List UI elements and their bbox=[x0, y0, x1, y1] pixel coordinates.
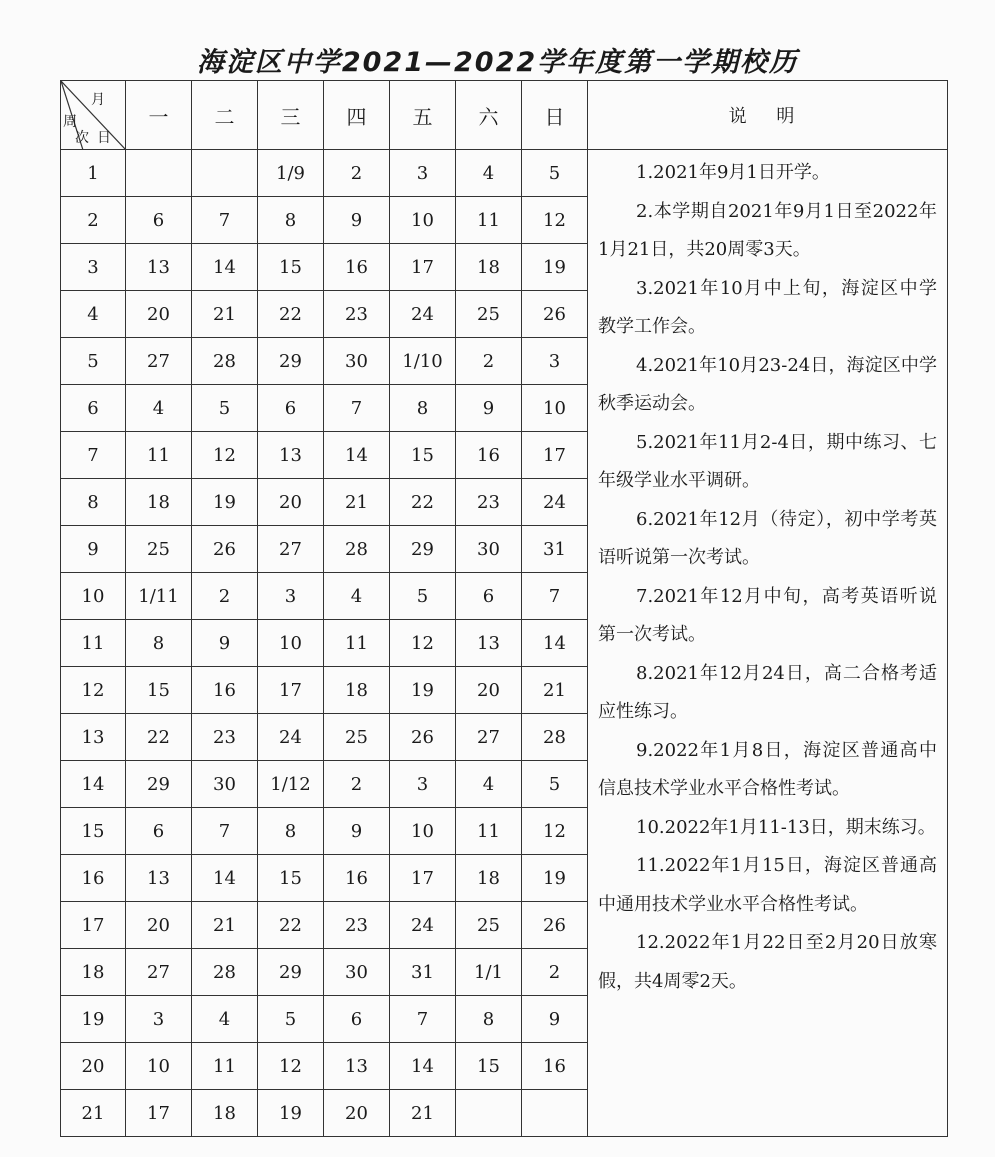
corner-month-label: 月 bbox=[91, 92, 105, 108]
date-cell: 23 bbox=[456, 479, 522, 526]
header-row bbox=[61, 81, 948, 150]
note-item: 10.2022年1月11-13日，期末练习。 bbox=[636, 816, 936, 838]
date-cell: 22 bbox=[258, 291, 324, 338]
date-cell: 11 bbox=[456, 197, 522, 244]
date-cell: 7 bbox=[192, 197, 258, 244]
date-cell: 14 bbox=[192, 855, 258, 902]
date-cell: 18 bbox=[456, 244, 522, 291]
date-cell: 2 bbox=[456, 338, 522, 385]
week-number-cell: 5 bbox=[61, 338, 126, 385]
page-title: 海淀区中学2021—2022学年度第一学期校历 bbox=[196, 47, 799, 78]
date-cell: 21 bbox=[522, 667, 588, 714]
date-cell: 7 bbox=[324, 385, 390, 432]
date-cell: 1/1 bbox=[456, 949, 522, 996]
week-number-cell: 16 bbox=[61, 855, 126, 902]
date-cell: 16 bbox=[456, 432, 522, 479]
date-cell: 3 bbox=[390, 150, 456, 197]
date-cell: 9 bbox=[324, 197, 390, 244]
date-cell: 16 bbox=[324, 855, 390, 902]
date-cell: 11 bbox=[192, 1043, 258, 1090]
date-cell: 25 bbox=[126, 526, 192, 573]
date-cell: 23 bbox=[192, 714, 258, 761]
date-cell: 12 bbox=[522, 197, 588, 244]
week-number-cell: 15 bbox=[61, 808, 126, 855]
date-cell: 4 bbox=[456, 150, 522, 197]
date-cell: 22 bbox=[126, 714, 192, 761]
day-header-fri: 五 bbox=[390, 81, 456, 150]
date-cell: 4 bbox=[324, 573, 390, 620]
date-cell: 8 bbox=[456, 996, 522, 1043]
date-cell: 20 bbox=[258, 479, 324, 526]
week-number-cell: 9 bbox=[61, 526, 126, 573]
date-cell: 13 bbox=[126, 244, 192, 291]
date-cell: 26 bbox=[522, 291, 588, 338]
week-number-cell: 7 bbox=[61, 432, 126, 479]
date-cell: 24 bbox=[522, 479, 588, 526]
date-cell: 6 bbox=[324, 996, 390, 1043]
note-item: 11.2022年1月15日，海淀区普通高中通用技术学业水平合格性考试。 bbox=[598, 855, 937, 915]
date-cell: 29 bbox=[390, 526, 456, 573]
corner-day-label: 日 bbox=[97, 130, 111, 146]
date-cell: 24 bbox=[390, 902, 456, 949]
date-cell: 30 bbox=[192, 761, 258, 808]
date-cell: 31 bbox=[522, 526, 588, 573]
date-cell: 4 bbox=[456, 761, 522, 808]
date-cell: 16 bbox=[324, 244, 390, 291]
date-cell: 1/10 bbox=[390, 338, 456, 385]
date-cell: 17 bbox=[522, 432, 588, 479]
date-cell: 14 bbox=[390, 1043, 456, 1090]
date-cell: 7 bbox=[522, 573, 588, 620]
date-cell: 29 bbox=[258, 949, 324, 996]
date-cell: 27 bbox=[126, 949, 192, 996]
date-cell: 28 bbox=[522, 714, 588, 761]
date-cell: 13 bbox=[456, 620, 522, 667]
date-cell: 6 bbox=[258, 385, 324, 432]
note-item: 6.2021年12月（待定），初中学考英语听说第一次考试。 bbox=[598, 508, 937, 568]
week-number-cell: 11 bbox=[61, 620, 126, 667]
date-cell: 2 bbox=[522, 949, 588, 996]
date-cell: 11 bbox=[126, 432, 192, 479]
date-cell: 26 bbox=[390, 714, 456, 761]
date-cell: 27 bbox=[126, 338, 192, 385]
date-cell: 31 bbox=[390, 949, 456, 996]
week-number-cell: 18 bbox=[61, 949, 126, 996]
note-item: 2.本学期自2021年9月1日至2022年1月21日，共20周零3天。 bbox=[598, 200, 937, 260]
date-cell: 1/9 bbox=[258, 150, 324, 197]
note-item: 4.2021年10月23-24日，海淀区中学秋季运动会。 bbox=[598, 354, 937, 414]
date-cell: 21 bbox=[192, 902, 258, 949]
date-cell: 17 bbox=[258, 667, 324, 714]
date-cell: 9 bbox=[522, 996, 588, 1043]
date-cell: 2 bbox=[324, 761, 390, 808]
date-cell: 23 bbox=[324, 291, 390, 338]
date-cell: 18 bbox=[456, 855, 522, 902]
notes-header: 说 明 bbox=[588, 81, 948, 150]
week-number-cell: 4 bbox=[61, 291, 126, 338]
date-cell: 19 bbox=[522, 855, 588, 902]
date-cell: 26 bbox=[522, 902, 588, 949]
date-cell: 3 bbox=[126, 996, 192, 1043]
date-cell: 16 bbox=[522, 1043, 588, 1090]
date-cell: 28 bbox=[192, 338, 258, 385]
date-cell: 21 bbox=[192, 291, 258, 338]
date-cell: 20 bbox=[456, 667, 522, 714]
date-cell: 27 bbox=[456, 714, 522, 761]
calendar-table bbox=[60, 80, 948, 1137]
date-cell: 15 bbox=[258, 244, 324, 291]
date-cell: 30 bbox=[456, 526, 522, 573]
date-cell: 1/11 bbox=[126, 573, 192, 620]
week-number-cell: 21 bbox=[61, 1090, 126, 1137]
date-cell: 3 bbox=[390, 761, 456, 808]
date-cell: 12 bbox=[258, 1043, 324, 1090]
date-cell bbox=[192, 150, 258, 197]
date-cell: 29 bbox=[258, 338, 324, 385]
date-cell: 5 bbox=[522, 150, 588, 197]
date-cell: 25 bbox=[456, 902, 522, 949]
date-cell: 7 bbox=[192, 808, 258, 855]
date-cell: 23 bbox=[324, 902, 390, 949]
date-cell: 13 bbox=[126, 855, 192, 902]
date-cell: 11 bbox=[324, 620, 390, 667]
date-cell: 12 bbox=[192, 432, 258, 479]
date-cell: 5 bbox=[258, 996, 324, 1043]
date-cell: 16 bbox=[192, 667, 258, 714]
week-number-cell: 20 bbox=[61, 1043, 126, 1090]
date-cell: 19 bbox=[192, 479, 258, 526]
date-cell: 17 bbox=[126, 1090, 192, 1137]
date-cell: 9 bbox=[456, 385, 522, 432]
date-cell: 5 bbox=[192, 385, 258, 432]
date-cell: 18 bbox=[126, 479, 192, 526]
week-number-cell: 1 bbox=[61, 150, 126, 197]
date-cell: 14 bbox=[324, 432, 390, 479]
date-cell: 26 bbox=[192, 526, 258, 573]
day-header-wed: 三 bbox=[258, 81, 324, 150]
date-cell: 17 bbox=[390, 855, 456, 902]
date-cell: 13 bbox=[258, 432, 324, 479]
note-item: 12.2022年1月22日至2月20日放寒假，共4周零2天。 bbox=[598, 932, 937, 992]
date-cell: 13 bbox=[324, 1043, 390, 1090]
corner-header-cell bbox=[61, 81, 126, 150]
date-cell: 7 bbox=[390, 996, 456, 1043]
date-cell: 14 bbox=[522, 620, 588, 667]
week-number-cell: 10 bbox=[61, 573, 126, 620]
date-cell: 15 bbox=[126, 667, 192, 714]
date-cell bbox=[522, 1090, 588, 1137]
date-cell: 24 bbox=[390, 291, 456, 338]
date-cell: 6 bbox=[126, 808, 192, 855]
week-number-cell: 8 bbox=[61, 479, 126, 526]
date-cell: 8 bbox=[390, 385, 456, 432]
date-cell: 10 bbox=[390, 808, 456, 855]
date-cell: 9 bbox=[192, 620, 258, 667]
date-cell: 8 bbox=[258, 197, 324, 244]
date-cell: 2 bbox=[192, 573, 258, 620]
date-cell: 15 bbox=[456, 1043, 522, 1090]
date-cell: 5 bbox=[390, 573, 456, 620]
note-item: 5.2021年11月2-4日，期中练习、七年级学业水平调研。 bbox=[598, 431, 937, 491]
date-cell: 12 bbox=[390, 620, 456, 667]
week-number-cell: 12 bbox=[61, 667, 126, 714]
notes-cell bbox=[588, 150, 948, 1137]
date-cell: 20 bbox=[126, 902, 192, 949]
date-cell: 21 bbox=[324, 479, 390, 526]
date-cell: 27 bbox=[258, 526, 324, 573]
date-cell bbox=[126, 150, 192, 197]
date-cell: 10 bbox=[522, 385, 588, 432]
date-cell: 17 bbox=[390, 244, 456, 291]
date-cell: 30 bbox=[324, 949, 390, 996]
note-item: 1.2021年9月1日开学。 bbox=[636, 162, 830, 183]
date-cell: 25 bbox=[456, 291, 522, 338]
date-cell: 28 bbox=[192, 949, 258, 996]
date-cell: 3 bbox=[522, 338, 588, 385]
corner-week-label: 周 bbox=[63, 114, 77, 130]
day-header-tue: 二 bbox=[192, 81, 258, 150]
date-cell: 28 bbox=[324, 526, 390, 573]
date-cell: 25 bbox=[324, 714, 390, 761]
date-cell: 14 bbox=[192, 244, 258, 291]
date-cell: 12 bbox=[522, 808, 588, 855]
corner-ci-label: 次 bbox=[75, 130, 89, 146]
week-row bbox=[61, 150, 948, 197]
date-cell: 2 bbox=[324, 150, 390, 197]
date-cell: 15 bbox=[258, 855, 324, 902]
week-number-cell: 13 bbox=[61, 714, 126, 761]
date-cell: 6 bbox=[126, 197, 192, 244]
day-header-mon: 一 bbox=[126, 81, 192, 150]
date-cell: 10 bbox=[258, 620, 324, 667]
week-number-cell: 17 bbox=[61, 902, 126, 949]
date-cell: 18 bbox=[192, 1090, 258, 1137]
date-cell: 4 bbox=[126, 385, 192, 432]
date-cell: 19 bbox=[522, 244, 588, 291]
date-cell: 21 bbox=[390, 1090, 456, 1137]
week-number-cell: 6 bbox=[61, 385, 126, 432]
date-cell bbox=[456, 1090, 522, 1137]
date-cell: 10 bbox=[390, 197, 456, 244]
date-cell: 22 bbox=[258, 902, 324, 949]
note-item: 8.2021年12月24日，高二合格考适应性练习。 bbox=[598, 662, 937, 722]
date-cell: 6 bbox=[456, 573, 522, 620]
date-cell: 4 bbox=[192, 996, 258, 1043]
date-cell: 19 bbox=[258, 1090, 324, 1137]
date-cell: 24 bbox=[258, 714, 324, 761]
date-cell: 9 bbox=[324, 808, 390, 855]
date-cell: 29 bbox=[126, 761, 192, 808]
date-cell: 15 bbox=[390, 432, 456, 479]
date-cell: 19 bbox=[390, 667, 456, 714]
day-header-thu: 四 bbox=[324, 81, 390, 150]
date-cell: 1/12 bbox=[258, 761, 324, 808]
date-cell: 18 bbox=[324, 667, 390, 714]
week-number-cell: 19 bbox=[61, 996, 126, 1043]
day-header-sun: 日 bbox=[522, 81, 588, 150]
week-number-cell: 2 bbox=[61, 197, 126, 244]
week-number-cell: 14 bbox=[61, 761, 126, 808]
date-cell: 8 bbox=[258, 808, 324, 855]
date-cell: 20 bbox=[126, 291, 192, 338]
date-cell: 11 bbox=[456, 808, 522, 855]
date-cell: 30 bbox=[324, 338, 390, 385]
note-item: 9.2022年1月8日，海淀区普通高中信息技术学业水平合格性考试。 bbox=[598, 739, 937, 799]
date-cell: 5 bbox=[522, 761, 588, 808]
date-cell: 3 bbox=[258, 573, 324, 620]
date-cell: 8 bbox=[126, 620, 192, 667]
note-item: 7.2021年12月中旬，高考英语听说第一次考试。 bbox=[598, 585, 937, 645]
date-cell: 20 bbox=[324, 1090, 390, 1137]
week-number-cell: 3 bbox=[61, 244, 126, 291]
date-cell: 10 bbox=[126, 1043, 192, 1090]
date-cell: 22 bbox=[390, 479, 456, 526]
day-header-sat: 六 bbox=[456, 81, 522, 150]
note-item: 3.2021年10月中上旬，海淀区中学教学工作会。 bbox=[598, 277, 937, 337]
